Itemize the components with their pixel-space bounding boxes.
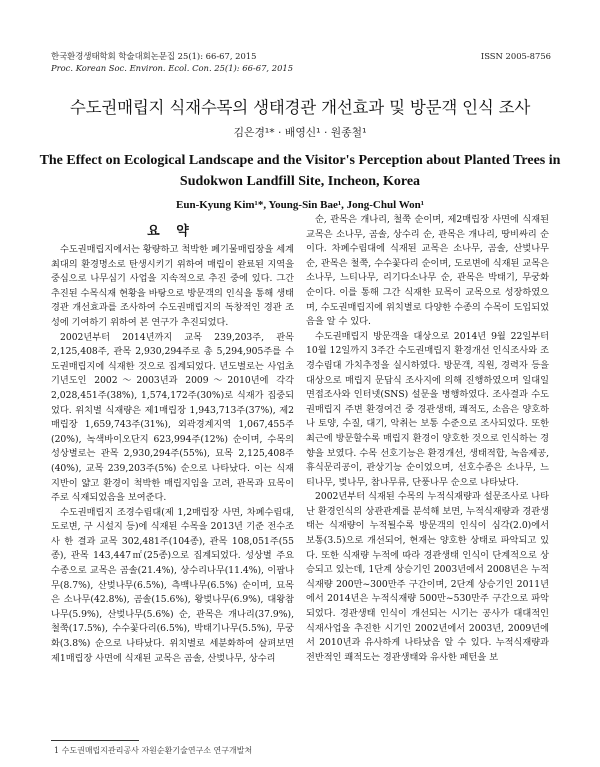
journal-citation-en: Proc. Korean Soc. Environ. Ecol. Con. 25(1): 66-67, 2015 — [51, 63, 294, 73]
english-title-line-1: The Effect on Ecological Landscape and the Visitor's Perception about Planted Trees in — [39, 153, 561, 168]
journal-header — [51, 50, 551, 74]
english-title-line-2: Sudokwon Landfill Site, Incheon, Korea — [179, 174, 421, 189]
issn: ISSN 2005-8756 — [480, 51, 551, 61]
footnote-divider — [51, 740, 139, 741]
paragraph: 수도권매립지에서는 황량하고 척박한 폐기물매립장을 세계 최대의 환경명소로 탄생시키기 위하여 매립이 완료된 지역을 중심으로 나무심기 사업을 지속적으로 추진 중에 있다. 그간 추진된 수목식재 현황을 바탕으로 방문객의 인식을 통해 생태경관 개선효과를 조사하여 수도권매립지의 독창적인 경관 조성에 기여하기 위하여 본 연구가 추진되었다. — [51, 244, 294, 328]
paragraph: 수도권매립지 방문객을 대상으로 2014년 9월 22일부터 10월 12일까지 3주간 수도권매립지 환경개선 인식조사와 조경수림대 가치추정을 실시하였다. 방문객, 직원, 경력자 등을 대상으로 매립지 문답식 조사지에 의해 진행하였으며 일대일 면접조사와 인터넷(SNS) 설문을 병행하였다. 조사결과 수도권매립지 주변 환경여건 중 경관생태, 쾌적도, 소음은 양호하나 토양, 수질, 대기, 악취는 보통 수준으로 조사되었다. 또한 최근에 방문할수록 매립지 환경이 양호한 것으로 인식하는 경향을 보였다. 수목 선호기능은 환경개선, 생태적합, 녹음제공, 휴식문리공이, 관상기능 순이었으며, 선호수종은 소나무, 느티나무, 벚나무, 참나무류, 단풍나무 순으로 나타났다. — [306, 330, 549, 488]
journal-citation-ko: 한국환경생태학회 학술대회논문집 25(1): 66-67, 2015 — [51, 51, 257, 61]
summary-heading: 요 약 — [147, 224, 195, 239]
korean-title: 수도권매립지 식재수목의 생태경관 개선효과 및 방문객 인식 조사 — [69, 98, 531, 117]
left-column — [51, 243, 294, 666]
paragraph: 수도권매립지 조경수림대(제 1,2매립장 사면, 차폐수림대, 도로변, 구 시설지 등)에 식재된 수목을 2013년 기준 전수조사 한 결과 교목 302,481주(104종), 관목 108,051주(55종), 관목 143,447㎡(25종)으로 집계되었다. 성상별 주요 수종으로 교목은 곰솔(21.4%), 상수리나무(11.4%), 이팝나무(8.7%), 산벚나무(6.5%), 측백나무(6.5%) 순이며, 묘목은 소나무(42.8%), 곰솔(15.6%), 왕벚나무(6.9%), 대왕참나무(5.9%), 산벚나무(5.6%) 순, 관목은 개나리(37.9%), 철쭉(17.5%), 수수꽃다리(6.5%), 박태기나무(5.5%), 무궁화(3.8%) 순으로 나타났다. 위치별로 세분화하여 살펴보면 제1매립장 사면에 식재된 교목은 곰솔, 산벚나무, 상수리 — [51, 506, 294, 664]
paragraph: 순, 관목은 개나리, 철쭉 순이며, 제2매립장 사면에 식재된 교목은 소나무, 곰솔, 상수리 순, 관목은 개나리, 땅비싸리 순이다. 차폐수림대에 식재된 교목은 소나무, 곰솔, 산벚나무 순, 관목은 철쭉, 수수꽃다리 순이며, 도로변에 식재된 교목은 소나무, 느티나무, 리기다소나무 순, 관목은 박태기, 무궁화 순이다. 이를 통해 그간 식재한 묘목이 교목으로 성장하였으며, 수도권매립지에 위치별로 다양한 수종의 수목이 도입되었음을 알 수 있다. — [306, 214, 549, 328]
right-column — [306, 213, 549, 665]
paragraph: 2002년부터 2014년까지 교목 239,203주, 관목 2,125,408주, 관목 2,930,294주로 총 5,294,905주를 수도권매립지에 식재한 것으로 집계되었다. 년도별로는 사업초기년도인 2002～2003년과 2009～2010년에 각각 2,028,451주(38%), 1,574,172주(30%)로 식재가 집중되었다. 위치별 식재량은 제1매립장 1,943,713주(37%), 제2매립장 1,659,743주(31%), 외곽경계지역 1,067,455주(20%), 녹색바이오단지 623,994주(12%) 순이며, 수목의 성상별로는 관목 2,930,294주(55%), 묘목 2,125,408주(40%), 교목 239,203주(5%) 순으로 나타났다. 이는 식재지반이 얇고 환경이 척박한 매립지임을 고려, 관목과 묘목이 주로 식재되었음을 보여준다. — [51, 331, 294, 504]
footnote: 1 수도권매립지관리공사 자원순환기술연구소 연구개발처 — [54, 746, 253, 755]
english-authors: Eun-Kyung Kim¹*, Young-Sin Bae¹, Jong-Chul Won¹ — [176, 199, 424, 211]
korean-authors: 김은경¹* · 배영신¹ · 원종철¹ — [233, 126, 367, 139]
paragraph: 2002년부터 식재된 수목의 누적식재량과 설문조사로 나타난 환경인식의 상관관계를 분석해 보면, 누적식재량과 경관생태는 식재량이 누적될수록 방문객의 인식이 심각(2.0)에서 보통(3.5)으로 개선되어, 현재는 양호한 상태로 파악되고 있다. 또한 식재량 누적에 따라 경관생태 인식이 단계적으로 상승되고 있는데, 1단계 상승기인 2003년에서 2008년은 누적식재량 200만~300만주 구간이며, 2단계 상승기인 2011년에서 2014년은 누적식재량 500만~530만주 구간으로 파악되었다. 경관생태 인식이 개선되는 시기는 공사가 대대적인 식재사업을 추진한 시기인 2002년에서 2003년, 2009년에서 2010년과 유사하게 나타났음 알 수 있다. 누적식재량과 전반적인 쾌적도는 경관생태와 유사한 패턴을 보 — [306, 491, 549, 663]
english-title — [0, 150, 600, 192]
